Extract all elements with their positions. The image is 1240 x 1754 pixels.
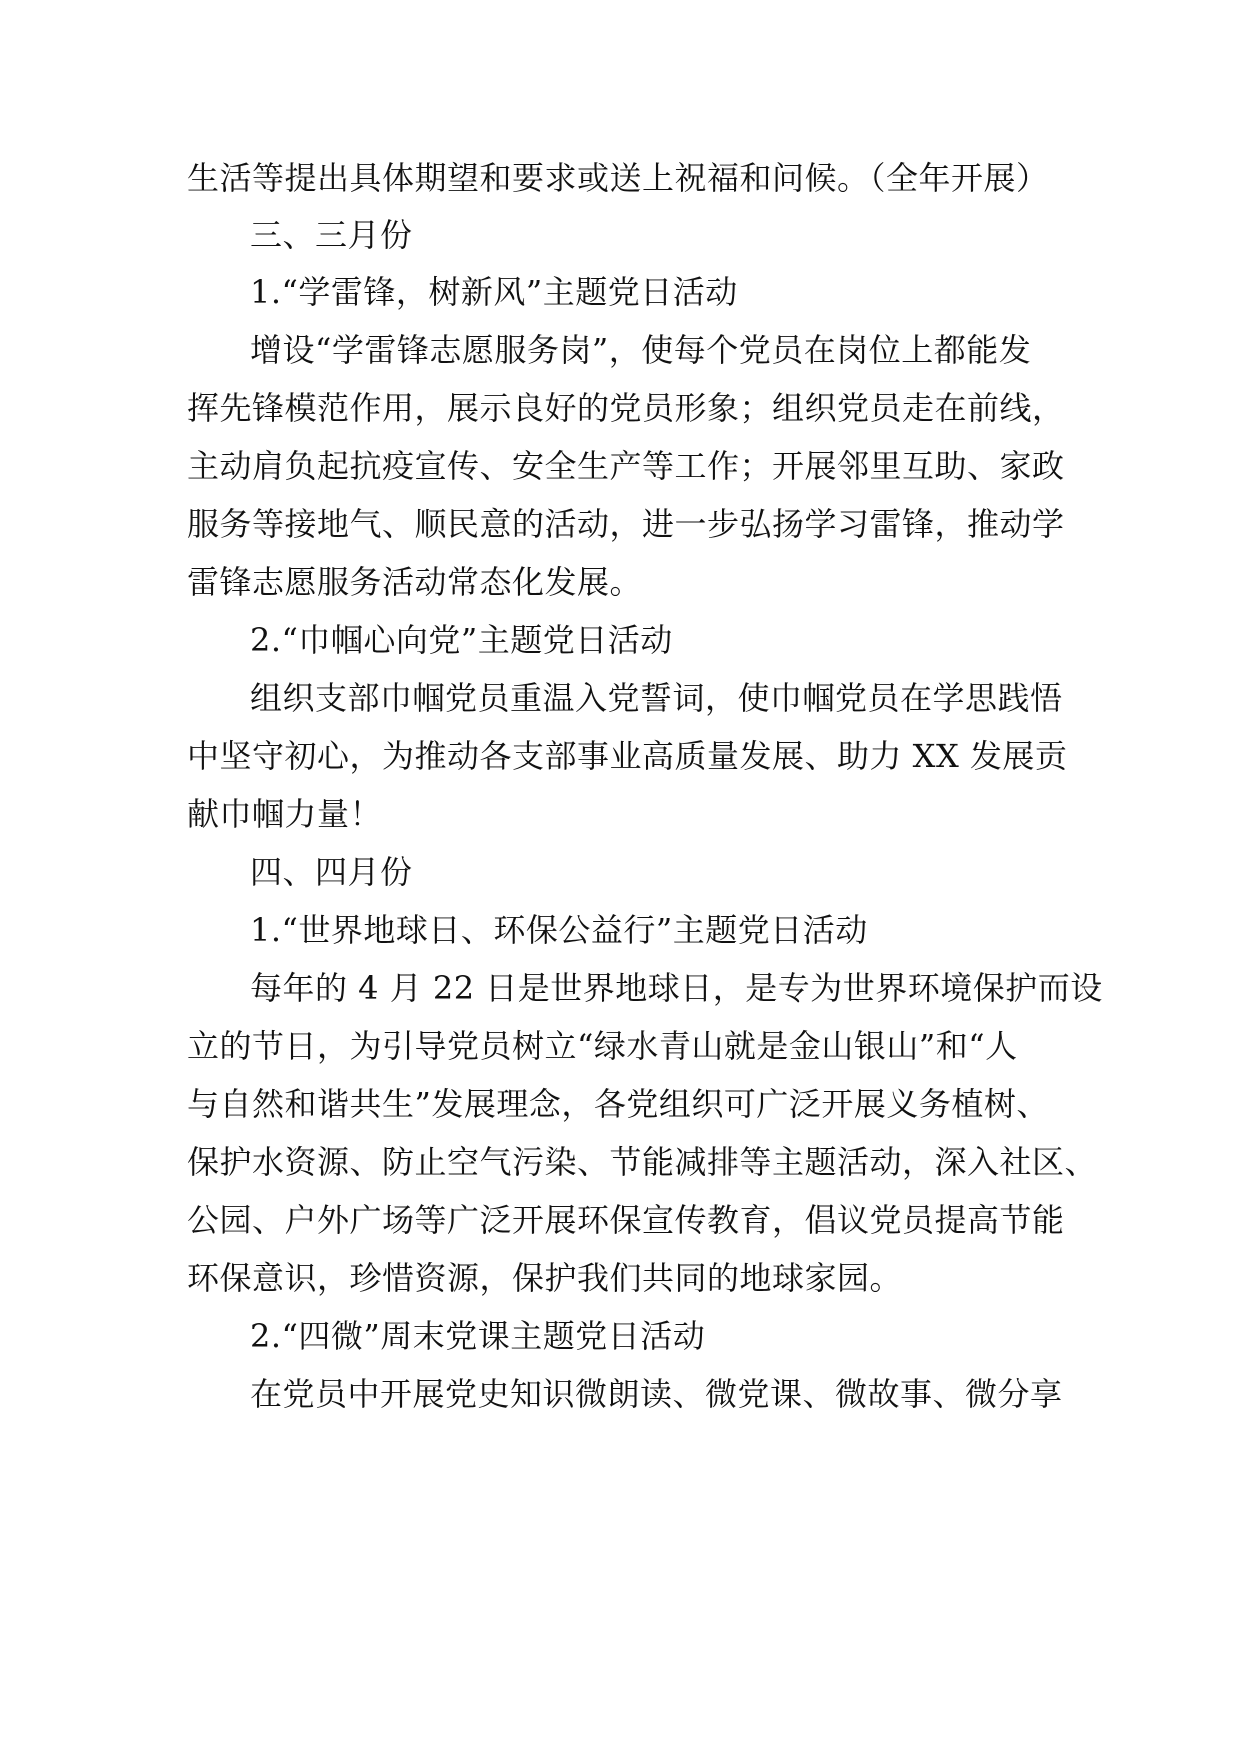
paragraph-line: 中坚守初心，为推动各支部事业高质量发展、助力 XX 发展贡 — [187, 737, 1068, 775]
activity-heading: 2.“巾帼心向党”主题党日活动 — [250, 621, 673, 659]
activity-heading: 2.“四微”周末党课主题党日活动 — [250, 1317, 706, 1355]
paragraph-line: 每年的 4 月 22 日是世界地球日，是专为世界环境保护而设 — [250, 969, 1103, 1007]
paragraph-line: 与自然和谐共生”发展理念，各党组织可广泛开展义务植树、 — [187, 1085, 1049, 1123]
paragraph-line: 服务等接地气、顺民意的活动，进一步弘扬学习雷锋，推动学 — [187, 505, 1065, 543]
paragraph-line: 组织支部巾帼党员重温入党誓词，使巾帼党员在学思践悟 — [250, 679, 1063, 717]
paragraph-line: 挥先锋模范作用，展示良好的党员形象；组织党员走在前线， — [187, 389, 1065, 427]
paragraph-continuation-line: 生活等提出具体期望和要求或送上祝福和问候。（全年开展） — [187, 159, 1049, 197]
paragraph-line: 雷锋志愿服务活动常态化发展。 — [187, 563, 643, 601]
paragraph-line: 保护水资源、防止空气污染、节能减排等主题活动，深入社区、 — [187, 1143, 1098, 1181]
paragraph-line: 主动肩负起抗疫宣传、安全生产等工作；开展邻里互助、家政 — [187, 447, 1065, 485]
activity-heading: 1.“世界地球日、环保公益行”主题党日活动 — [250, 911, 868, 949]
section-heading-april: 四、四月份 — [250, 853, 413, 891]
section-heading-march: 三、三月份 — [250, 216, 413, 254]
paragraph-line: 在党员中开展党史知识微朗读、微党课、微故事、微分享 — [250, 1375, 1063, 1413]
activity-heading: 1.“学雷锋，树新风”主题党日活动 — [250, 273, 738, 311]
paragraph-line: 公园、户外广场等广泛开展环保宣传教育，倡议党员提高节能 — [187, 1201, 1065, 1239]
paragraph-line: 环保意识，珍惜资源，保护我们共同的地球家园。 — [187, 1259, 903, 1297]
paragraph-line: 增设“学雷锋志愿服务岗”，使每个党员在岗位上都能发 — [250, 331, 1032, 369]
paragraph-line: 立的节日，为引导党员树立“绿水青山就是金山银山”和“人 — [187, 1027, 1018, 1065]
paragraph-line: 献巾帼力量！ — [187, 795, 383, 833]
